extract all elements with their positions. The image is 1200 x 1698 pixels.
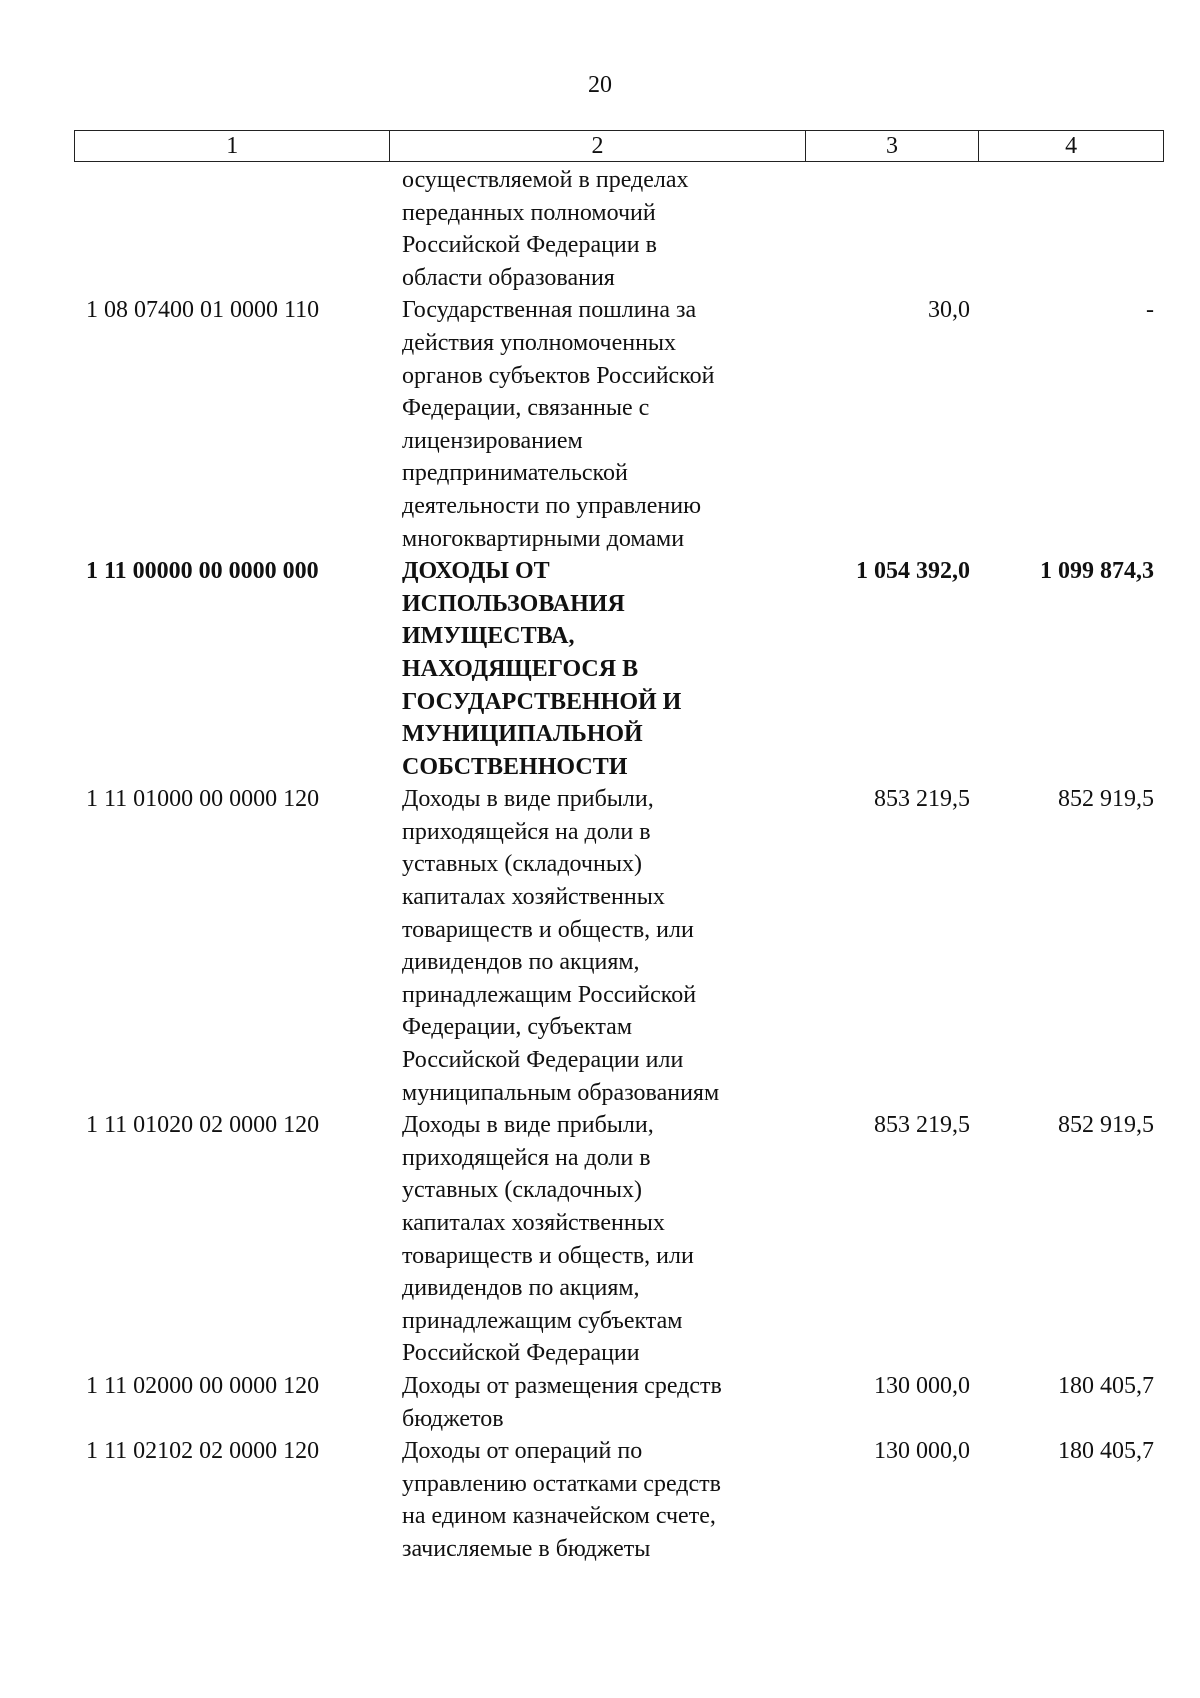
description-line: управлению остатками средств (402, 1470, 721, 1497)
table-row (74, 294, 1164, 555)
description-line: МУНИЦИПАЛЬНОЙ (402, 721, 643, 748)
description-line: ИСПОЛЬЗОВАНИЯ (402, 590, 625, 617)
description-line: Федерации, субъектам (402, 1014, 633, 1041)
description-line: Федерации, связанные с (402, 395, 650, 422)
description-line: Доходы от размещения средств (402, 1372, 722, 1399)
amount-col-3: 853 219,5 (874, 786, 970, 813)
description-line: ДОХОДЫ ОТ (402, 558, 550, 585)
budget-code: 1 11 02000 00 0000 120 (86, 1372, 320, 1399)
amount-col-4: - (1146, 297, 1154, 324)
amount-col-4: 1 099 874,3 (1040, 558, 1154, 585)
description-line: СОБСТВЕННОСТИ (402, 753, 628, 780)
description-line: товариществ и обществ, или (402, 1242, 694, 1269)
table-row (74, 783, 1164, 1109)
description-line: принадлежащим Российской (402, 981, 697, 1008)
description-line: Государственная пошлина за (402, 297, 697, 324)
budget-code: 1 11 01000 00 0000 120 (86, 786, 320, 813)
description-line: Российской Федерации (402, 1340, 640, 1367)
description-line: предпринимательской (402, 460, 628, 487)
header-col-2: 2 (390, 131, 805, 161)
amount-col-3: 853 219,5 (874, 1112, 970, 1139)
description-line: на едином казначейском счете, (402, 1503, 716, 1530)
description-line: приходящейся на доли в (402, 1144, 651, 1171)
table-row (74, 1109, 1164, 1370)
description-line: Российской Федерации в (402, 232, 657, 259)
description-line: области образования (402, 264, 615, 291)
description-line: действия уполномоченных (402, 329, 677, 356)
description-line: товариществ и обществ, или (402, 916, 694, 943)
description-line: капиталах хозяйственных (402, 1210, 665, 1236)
description-line: зачисляемые в бюджеты (402, 1535, 651, 1562)
description-line: уставных (складочных) (402, 851, 642, 878)
description-line: переданных полномочий (402, 199, 656, 226)
description-line: Доходы в виде прибыли, (402, 786, 654, 813)
page-number: 20 (588, 72, 612, 98)
income-description (390, 294, 806, 555)
description-line: органов субъектов Российской (402, 362, 715, 389)
table-row (74, 555, 1164, 783)
description-line: Российской Федерации или (402, 1047, 684, 1074)
table-row (74, 1435, 1164, 1565)
description-line: принадлежащим субъектам (402, 1307, 683, 1334)
description-line: дивидендов по акциям, (402, 1275, 640, 1302)
amount-col-4: 852 919,5 (1058, 786, 1154, 813)
income-description (390, 783, 806, 1109)
table-row (74, 164, 1164, 294)
income-description (390, 1435, 806, 1565)
header-col-4: 4 (1065, 133, 1078, 159)
income-description (390, 1370, 806, 1435)
amount-col-4: 852 919,5 (1058, 1112, 1154, 1139)
budget-code: 1 11 02102 02 0000 120 (86, 1438, 320, 1465)
description-line: Доходы от операций по (402, 1438, 643, 1465)
table-row (74, 1370, 1164, 1435)
description-line: деятельности по управлению (402, 492, 701, 519)
description-line: многоквартирными домами (402, 525, 685, 552)
description-line: лицензированием (402, 427, 583, 454)
table-header (74, 130, 1164, 162)
budget-code: 1 08 07400 01 0000 110 (86, 297, 320, 324)
description-line: осуществляемой в пределах (402, 167, 689, 193)
budget-code: 1 11 01020 02 0000 120 (86, 1112, 320, 1139)
description-line: капиталах хозяйственных (402, 884, 665, 911)
income-description (390, 164, 806, 294)
amount-col-3: 1 054 392,0 (856, 558, 970, 585)
header-col-1: 1 (75, 131, 390, 161)
description-line: Доходы в виде прибыли, (402, 1112, 654, 1139)
description-line: бюджетов (402, 1405, 504, 1432)
description-line: дивидендов по акциям, (402, 949, 640, 976)
description-line: ИМУЩЕСТВА, (402, 623, 575, 650)
description-line: уставных (складочных) (402, 1177, 642, 1204)
amount-col-4: 180 405,7 (1058, 1438, 1154, 1465)
table-body (74, 164, 1164, 1566)
amount-col-3: 130 000,0 (874, 1438, 970, 1465)
amount-col-3: 30,0 (928, 297, 970, 324)
description-line: приходящейся на доли в (402, 818, 651, 845)
budget-code: 1 11 00000 00 0000 000 (86, 558, 319, 585)
amount-col-3: 130 000,0 (874, 1372, 970, 1399)
header-col-3: 3 (806, 131, 980, 161)
income-description (390, 555, 806, 783)
description-line: ГОСУДАРСТВЕННОЙ И (402, 688, 682, 715)
description-line: НАХОДЯЩЕГОСЯ В (402, 655, 639, 682)
description-line: муниципальным образованиям (402, 1079, 720, 1106)
income-description (390, 1109, 806, 1370)
amount-col-4: 180 405,7 (1058, 1372, 1154, 1399)
